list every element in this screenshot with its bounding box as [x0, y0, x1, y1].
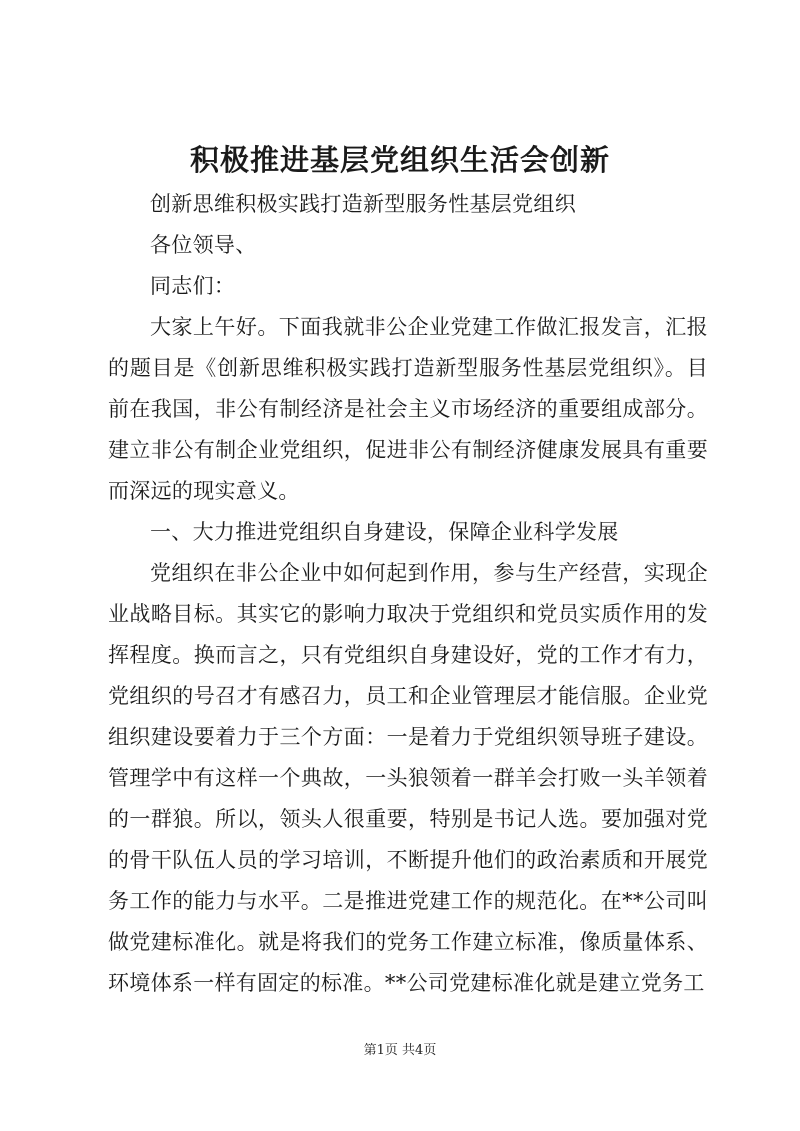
subtitle-paragraph: 创新思维积极实践打造新型服务性基层党组织	[150, 192, 576, 216]
document-title: 积极推进基层党组织生活会创新	[189, 143, 610, 177]
section-heading: 一、大力推进党组织自身建设，保障企业科学发展	[150, 520, 619, 544]
intro-paragraph: 大家上午好。下面我就非公企业党建工作做汇报发言，汇报的题目是《创新思维积极实践打造新型服务性基层党组织》。目前在我国，非公有制经济是社会主义市场经济的重要组成部分。建立非公有制企业党组织，促进非公有制经济健康发展具有重要而深远的现实意义。	[108, 315, 708, 503]
page-number-footer: 第1页 共4页	[363, 1043, 437, 1058]
salutation-line: 同志们：	[150, 274, 236, 298]
document-body	[108, 184, 708, 1004]
salutation-line: 各位领导、	[150, 233, 257, 257]
body-paragraph: 党组织在非公企业中如何起到作用，参与生产经营，实现企业战略目标。其实它的影响力取决于党组织和党员实质作用的发挥程度。换而言之，只有党组织自身建设好，党的工作才有力，党组织的号召才有感召力，员工和企业管理层才能信服。企业党组织建设要着力于三个方面：一是着力于党组织领导班子建设。管理学中有这样一个典故，一头狼领着一群羊会打败一头羊领着的一群狼。所以，领头人很重要，特别是书记人选。要加强对党的骨干队伍人员的学习培训，不断提升他们的政治素质和开展党务工作的能力与水平。二是推进党建工作的规范化。在**公司叫做党建标准化。就是将我们的党务工作建立标准，像质量体系、环境体系一样有固定的标准。**公司党建标准化就是建立党务工	[108, 561, 708, 995]
